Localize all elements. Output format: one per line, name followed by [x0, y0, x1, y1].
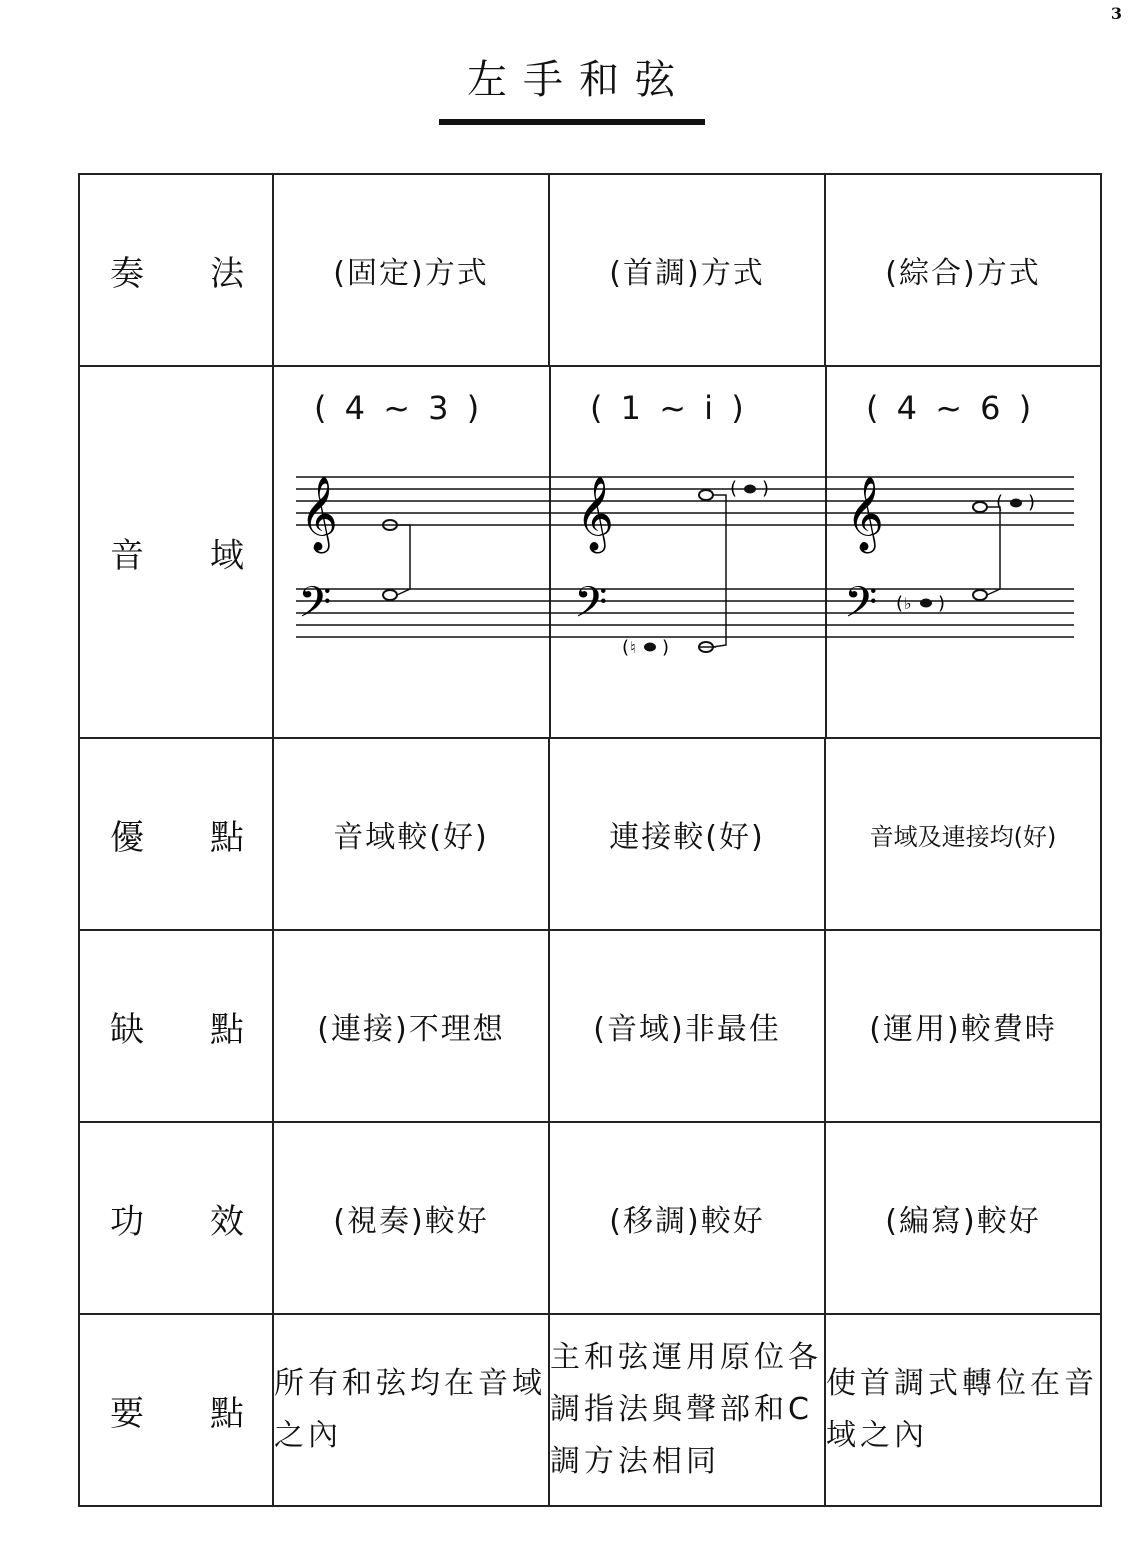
- table-row: [79, 738, 1101, 930]
- row-header: 優 點: [79, 738, 273, 930]
- connector-line: [397, 525, 410, 595]
- table-cell: (音域)非最佳: [549, 930, 825, 1122]
- row-header: 奏 法: [79, 174, 273, 366]
- note-lower: [383, 590, 397, 600]
- optional-note: ): [938, 593, 946, 614]
- music-staff: [274, 367, 1102, 737]
- treble-clef-icon: 𝄞: [576, 477, 614, 551]
- table-cell: 使首調式轉位在音域之內: [825, 1314, 1101, 1506]
- table-cell: (綜合)方式: [825, 174, 1101, 366]
- comparison-table: [78, 173, 1102, 1507]
- table-cell: 音域較(好): [273, 738, 549, 930]
- table-cell: (連接)不理想: [273, 930, 549, 1122]
- optional-note: (: [996, 492, 1004, 513]
- table-cell: 所有和弦均在音域之內: [273, 1314, 549, 1506]
- table-cell: (運用)較費時: [825, 930, 1101, 1122]
- optional-note-upper: [1010, 499, 1022, 508]
- optional-note-upper: [744, 485, 756, 494]
- bass-clef-icon: 𝄢: [844, 578, 878, 638]
- table-row: [79, 174, 1101, 366]
- table-cell: (視奏)較好: [273, 1122, 549, 1314]
- row-header: 音 域: [79, 366, 273, 738]
- connector-line: [987, 507, 1000, 595]
- table-cell: (編寫)較好: [825, 1122, 1101, 1314]
- note-upper: [973, 502, 987, 512]
- table-row: [79, 1122, 1101, 1314]
- connector-line: [713, 495, 726, 647]
- optional-note: ): [1028, 492, 1036, 513]
- table-cell: (移調)較好: [549, 1122, 825, 1314]
- optional-note: ): [662, 637, 670, 658]
- row-header: 缺 點: [79, 930, 273, 1122]
- flat-sign-icon: ♭: [904, 594, 912, 613]
- note-lower: [973, 590, 987, 600]
- treble-clef-icon: 𝄞: [300, 477, 338, 551]
- range-label-movable: ( 1 ~ i ): [590, 389, 748, 427]
- page-title: 左手和弦: [439, 48, 705, 125]
- bass-clef-icon: 𝄢: [574, 578, 608, 638]
- optional-note-lower: [644, 643, 656, 652]
- row-header: 功 效: [79, 1122, 273, 1314]
- table-cell: 音域及連接均(好): [825, 738, 1101, 930]
- table-cell: 連接較(好): [549, 738, 825, 930]
- bass-staff-lines: [296, 589, 1074, 637]
- optional-note: ): [762, 478, 770, 499]
- table-cell: (首調)方式: [549, 174, 825, 366]
- bass-clef-icon: 𝄢: [298, 578, 332, 638]
- table-row: [79, 366, 1101, 738]
- optional-note-lower: [920, 599, 932, 608]
- table-cell: (固定)方式: [273, 174, 549, 366]
- range-label-combined: ( 4 ~ 6 ): [866, 389, 1036, 427]
- treble-clef-icon: 𝄞: [846, 477, 884, 551]
- table-row: [79, 930, 1101, 1122]
- optional-note: (: [896, 593, 904, 614]
- table-cell: 主和弦運用原位各調指法與聲部和C調方法相同: [549, 1314, 825, 1506]
- natural-sign-icon: ♮: [630, 638, 636, 657]
- optional-note: (: [622, 637, 630, 658]
- page-number: 3: [1110, 4, 1122, 23]
- treble-staff-lines: [296, 477, 1074, 525]
- range-label-fixed: ( 4 ~ 3 ): [314, 389, 484, 427]
- note-upper: [699, 490, 713, 500]
- table-row: [79, 1314, 1101, 1506]
- optional-note: (: [730, 478, 738, 499]
- range-notation-cell: [273, 366, 1101, 738]
- row-header: 要 點: [79, 1314, 273, 1506]
